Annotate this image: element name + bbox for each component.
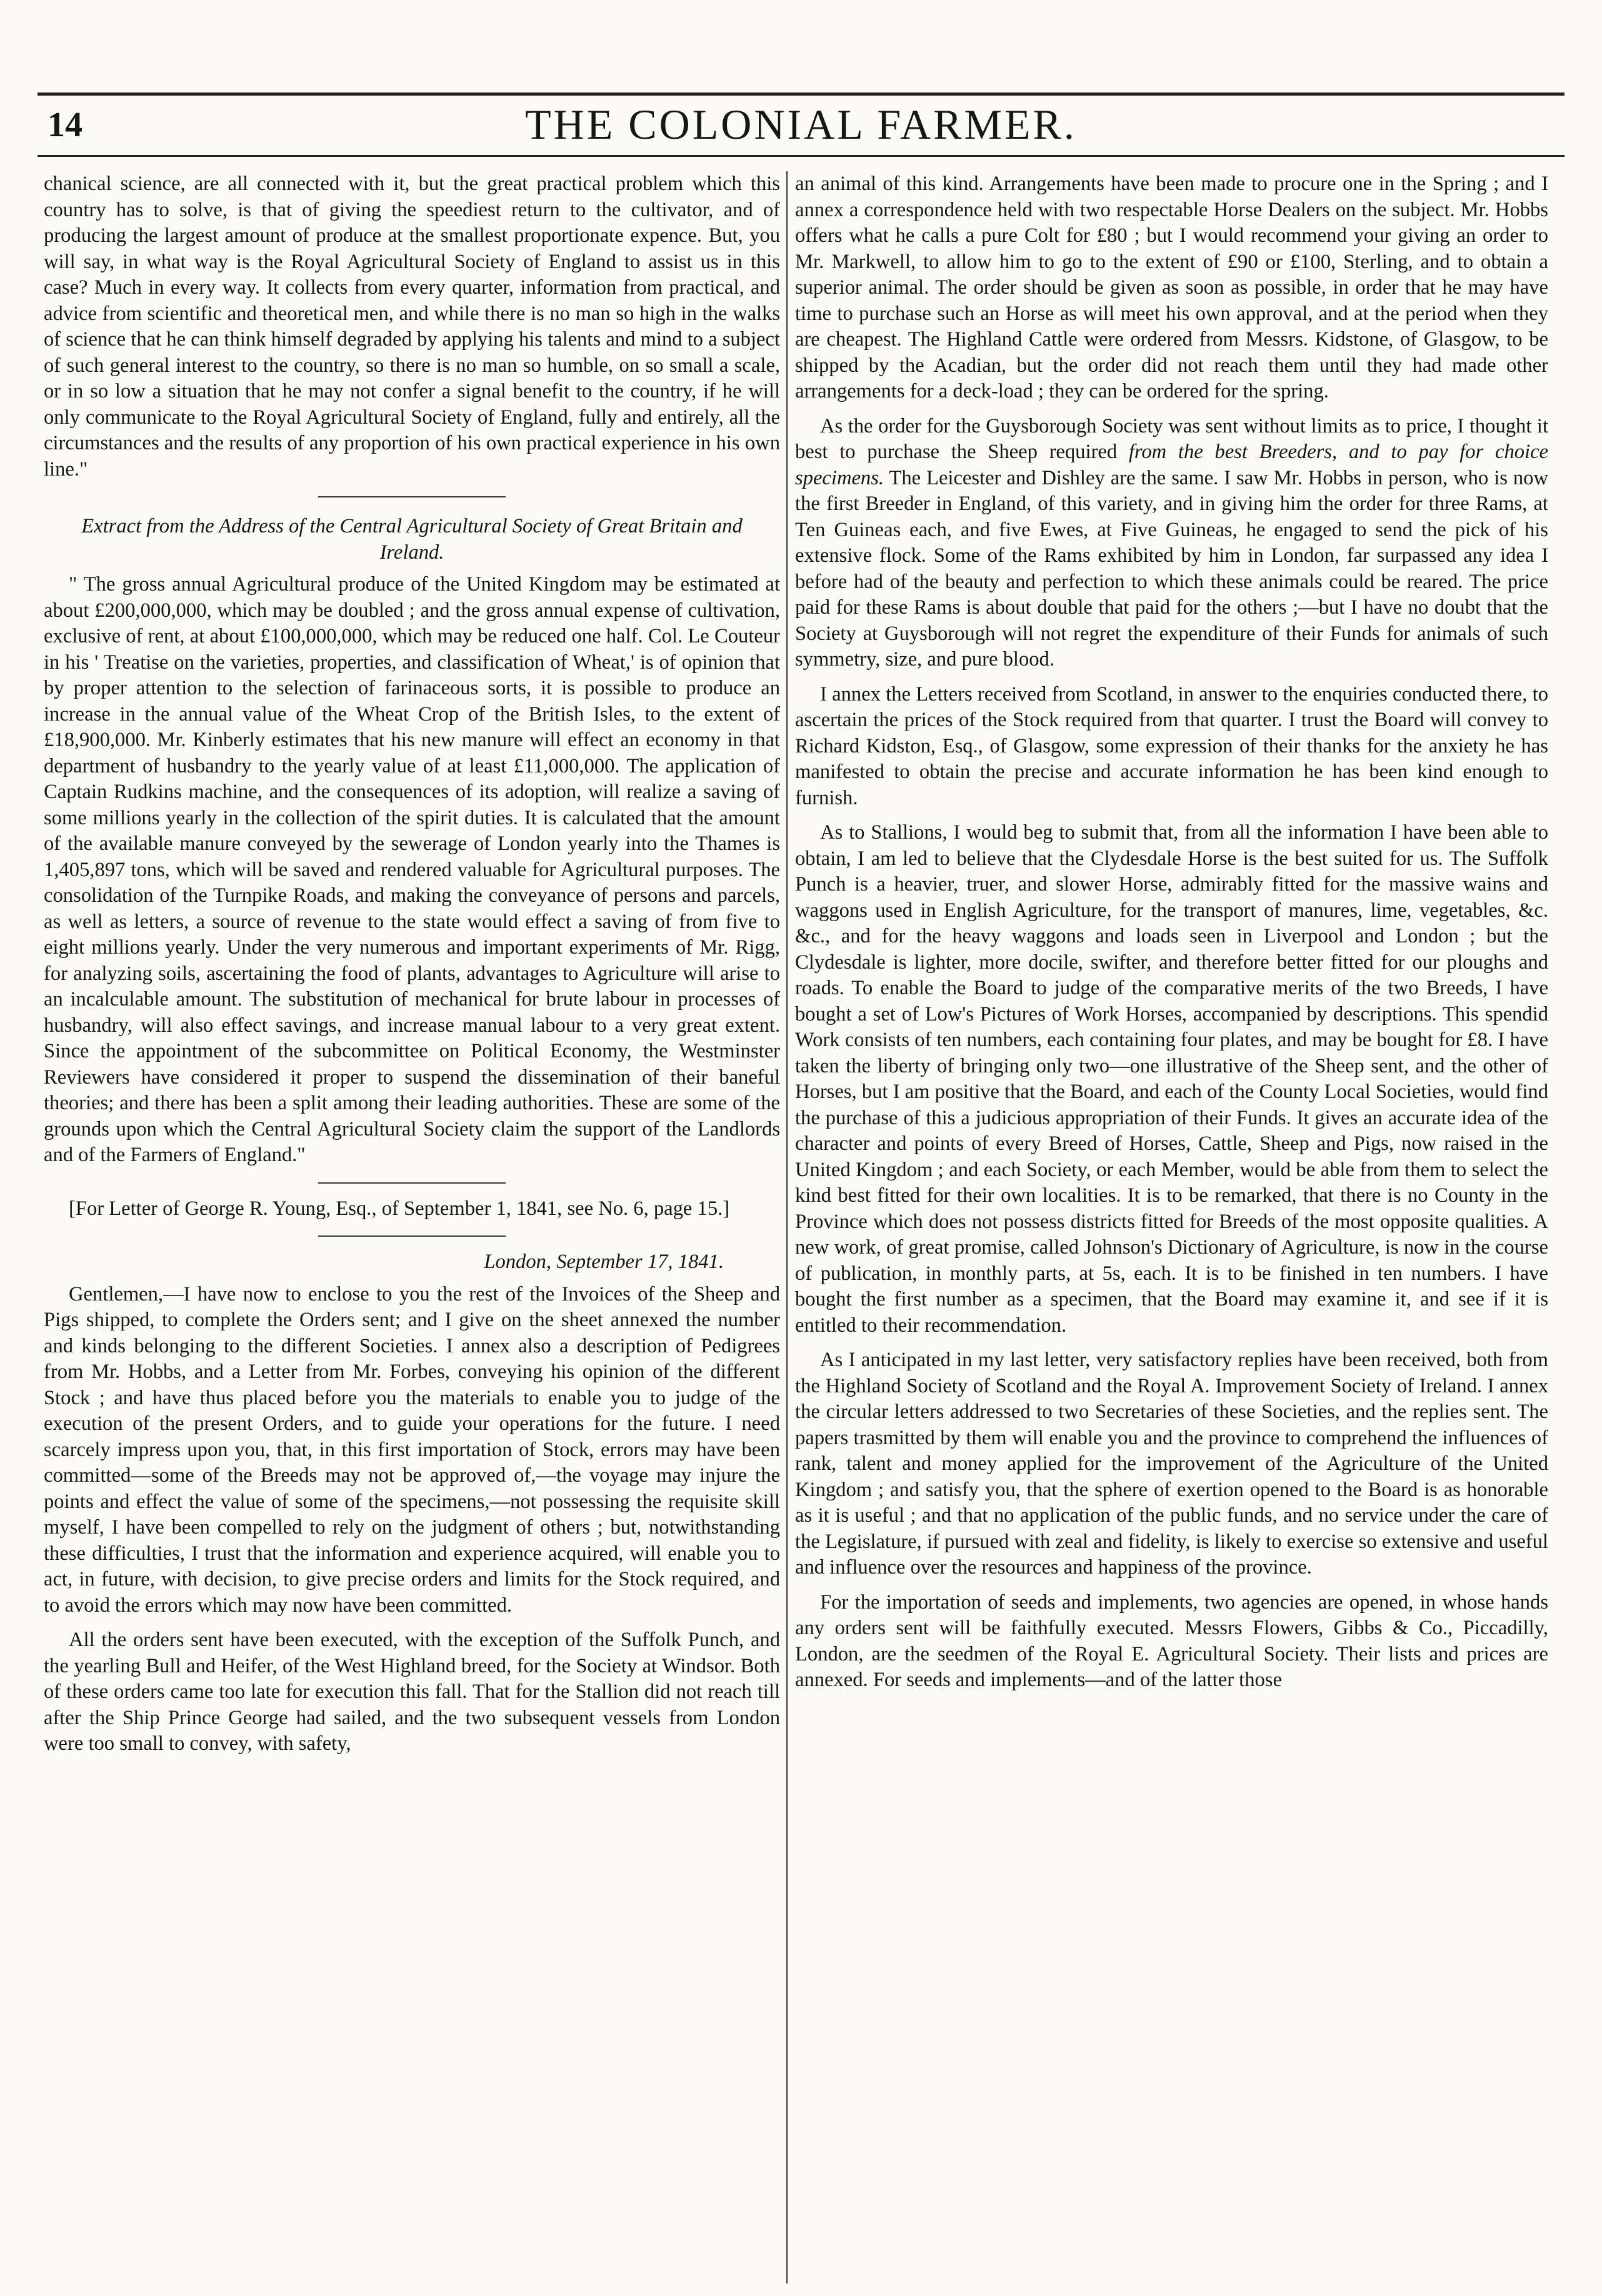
section-divider	[318, 1235, 506, 1237]
section-divider	[318, 496, 506, 497]
italic-phrase: from the best Breeders, and to pay for choice specimens.	[795, 441, 1548, 489]
paragraph: For the importation of seeds and implements, two agencies are opened, in whose hands any orders sent will be faithfully executed. Messrs Flowers, Gibbs & Co., Piccadilly, London, are the seedmen of the Royal E. Agricultural Society. Their lists and prices are annexed. For seeds and implements—and of the latter those	[795, 1590, 1548, 1691]
paragraph: " The gross annual Agricultural produce of the United Kingdom may be estimated at about £200,000,000, which may be doubled ; and the gross annual expense of cultivation, exclusive of rent, at about £100,000,000, which may be reduced one half. Col. Le Couteur in his ' Treatise on the varieties, properties, and classification of Wheat,' is of opinion that by proper attention to the selection of farinaceous sorts, it is possible to produce an increase in the annual value of the Wheat Crop of the British Isles, to the extent of £18,900,000. Mr. Kinberly estimates that his new manure will effect an economy in that department of husbandry to the yearly value of at least £11,000,000. The application of Captain Rudkins machine, and the consequences of its adoption, will realize a saving of some millions yearly in the collection of the spirit duties. It is calculated that the amount of the available manure conveyed by the sewerage of London yearly into the Thames is 1,405,897 tons, which will be saved and rendered valuable for Agricultural purposes. The consolidation of the Turnpike Roads, and making the conveyance of persons and parcels, as well as letters, a source of revenue to the state would effect a saving of from five to eight millions yearly. Under the very numerous and important experiments of Mr. Rigg, for analyzing soils, ascertaining the food of plants, advantages to Agriculture will arise to an incalculable amount. The substitution of mechanical for brute labour in processes of husbandry, will also effect savings, and increase manual labour to a very great extent. Since the appointment of the subcommittee on Political Economy, the Westminster Reviewers have considered it proper to suspend the dissemination of their baneful theories; and there has been a split among their leading authorities. These are some of the grounds upon which the Central Agricultural Society claim the support of the Landlords and of the Farmers of England."	[44, 573, 780, 1166]
header-rule	[38, 155, 1564, 157]
paragraph: an animal of this kind. Arrangements have been made to procure one in the Spring ; and I annex a correspondence held with two respectable Horse Dealers on the subject. Mr. Hobbs offers what he calls a pure Colt for £80 ; but I would recommend your giving an order to Mr. Markwell, to allow him to go to the extent of £90 or £100, Sterling, and to obtain a superior animal. The order should be given as soon as possible, in order that he may have time to purchase such an Horse as will meet his own approval, and at the period when they are cheapest. The Highland Cattle were ordered from Messrs. Kidstone, of Glasgow, to be shipped by the Acadian, but the order did not reach them until they had made other arrangements for a deck-load ; they can be ordered for the spring.	[795, 172, 1548, 402]
page-number: 14	[48, 106, 83, 144]
right-column	[795, 171, 1548, 2284]
reference-note: [For Letter of George R. Young, Esq., of September 1, 1841, see No. 6, page 15.]	[69, 1197, 730, 1220]
running-title: THE COLONIAL FARMER.	[525, 101, 1077, 148]
paragraph: Gentlemen,—I have now to enclose to you the rest of the Invoices of the Sheep and Pigs shipped, to complete the Orders sent; and I give on the sheet annexed the number and kinds belonging to the different Societies. I annex also a description of Pedigrees from Mr. Hobbs, and a Letter from Mr. Forbes, conveying his opinion of the different Stock ; and have thus placed before you the materials to enable you to judge of the execution of the present Orders, and to guide your operations for the future. I need scarcely impress upon you, that, in this first importation of Stock, errors may have been committed—some of the Breeds may not be approved of,—the voyage may injure the points and effect the value of some of the specimens,—not possessing the requisite skill myself, I have been compelled to rely on the judgment of others ; but, notwithstanding these difficulties, I trust that the information and experience acquired, will enable you to act, in future, with decision, to give precise orders and limits for the Stock required, and to avoid the errors which may now have been committed.	[44, 1282, 780, 1617]
text-span: As the order for the Guysborough Society was sent without limits as to price, I thought it best to purchase the Sheep required	[795, 414, 1548, 463]
section-divider	[318, 1182, 506, 1184]
paragraph: As to Stallions, I would beg to submit that, from all the information I have been able to obtain, I am led to believe that the Clydesdale Horse is the best suited for us. The Suffolk Punch is a heavier, truer, and slower Horse, admirably fitted for the massive wains and waggons used in English Agriculture, for the transport of manures, lime, vegetables, &c. &c., and for the heavy waggons and loads seen in Liverpool and London ; but the Clydesdale is lighter, more docile, swifter, and therefore better fitted for our ploughs and roads. To enable the Board to judge of the comparative merits of the two Breeds, I have bought a set of Low's Pictures of Work Horses, accompanied by descriptions. This spendid Work consists of ten numbers, each containing four plates, and may be bought for £8. I have taken the liberty of bringing only two—one illustrative of the Sheep sent, and the other of Horses, but I am positive that the Board, and each of the County Local Societies, would find the purchase of this a judicious appropriation of their Funds. It gives an accurate idea of the character and points of every Breed of Horses, Cattle, Sheep and Pigs, now raised in the United Kingdom ; and each Society, or each Member, would be able from them to select the kind best fitted for their own localities. It is to be remarked, that there is no County in the Province which does not possess districts fitted for Breeds of the most opposite qualities. A new work, of great promise, called Johnson's Dictionary of Agriculture, is now in the course of publication, in monthly parts, at 5s, each. It is to be finished in ten numbers. I have bought the first number as a specimen, that the Board may examine it, and see if it is entitled to their recommendation.	[795, 821, 1548, 1337]
letter-dateline: London, September 17, 1841.	[484, 1250, 724, 1273]
paragraph: chanical science, are all connected with it, but the great practical problem which this country has to solve, is that of giving the speediest return to the cultivator, and of producing the largest amount of produce at the smallest proportionate expence. But, you will say, in what way is the Royal Agricultural Society of England to assist us in this case? Much in every way. It collects from every quarter, information from practical, and advice from scientific and theoretical men, and while there is no man so high in the walks of science that he can think himself degraded by applying his talents and mind to a subject of such general interest to the country, so there is no man so humble, on so small a scale, or in so low a situation that he may not confer a signal benefit to the country, if he will only communicate to the Royal Agricultural Society of England, fully and entirely, all the circumstances and the results of any proportion of his own practical experience in his own line."	[44, 172, 780, 481]
column-divider	[786, 171, 788, 2284]
extract-heading: Extract from the Address of the Central Agricultural Society of Great Britain and Ireland.	[81, 515, 743, 564]
paragraph: All the orders sent have been executed, with the exception of the Suffolk Punch, and the yearling Bull and Heifer, of the West Highland breed, for the Society at Windsor. Both of these orders came too late for execution this fall. That for the Stallion did not reach till after the Ship Prince George had sailed, and the two subsequent vessels from London were too small to convey, with safety,	[44, 1629, 780, 1755]
paragraph: As I anticipated in my last letter, very satisfactory replies have been received, both from the Highland Society of Scotland and the Royal A. Improvement Society of Ireland. I annex the circular letters addressed to two Secretaries of these Societies, and the replies sent. The papers trasmitted by them will enable you and the province to comprehend the influences of rank, talent and money applied for the improvement of the Agriculture of the United Kingdom ; and satisfy you, that the sphere of exertion opened to the Board is as honorable as it is useful ; and that no application of the public funds, and no service under the care of the Legislature, if pursued with zeal and fidelity, is likely to exercise so extensive and useful and influence over the resources and happiness of the province.	[795, 1349, 1548, 1579]
paragraph: I annex the Letters received from Scotland, in answer to the enquiries conducted there, to ascertain the prices of the Stock required from that quarter. I trust the Board will convey to Richard Kidston, Esq., of Glasgow, some expression of their thanks for the anxiety he has manifested to obtain the precise and accurate information he has been kind enough to furnish.	[795, 682, 1548, 809]
text-span: The Leicester and Dishley are the same. I saw Mr. Hobbs in person, who is now the first Breeder in England, of this variety, and in giving him the order for three Rams, at Ten Guineas each, and five Ewes, at Five Guineas, he engaged to send the pick of his extensive flock. Some of the Rams exhibited by him in London, far surpassed any idea I before had of the beauty and perfection to which these animals could be reared. The price paid for these Rams is about double that paid for the others ;—but I have no doubt that the Society at Guysborough will not regret the expenditure of their Funds for animals of such symmetry, size, and pure blood.	[795, 466, 1548, 671]
paragraph	[795, 414, 1548, 673]
left-column	[44, 171, 780, 2284]
top-rule	[38, 92, 1564, 96]
